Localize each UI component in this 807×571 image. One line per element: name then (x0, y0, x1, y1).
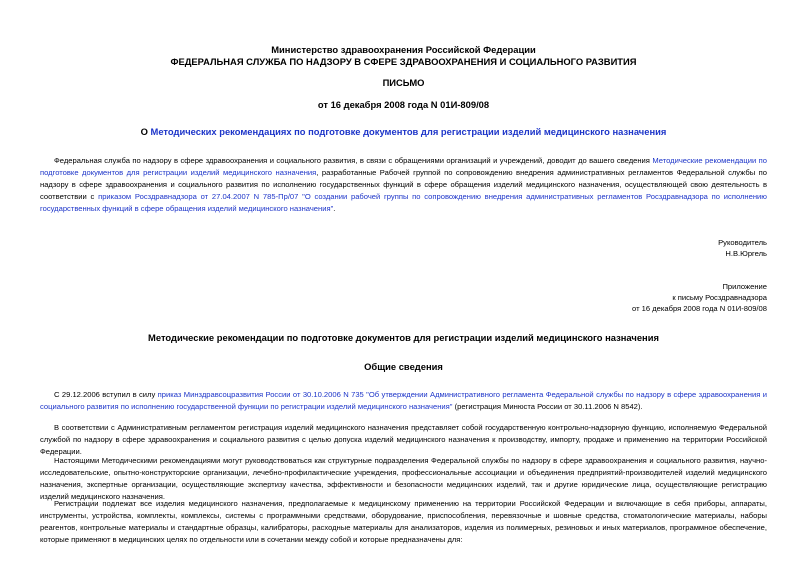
recommendations-paragraph-3: Настоящими Методическими рекомендациями могут руководствоваться как структурные подразделения Федеральной службы по надзору в сфере здравоохранения и социального развития, научно-исследовательские, опытно-конструкторские организации, лечебно-профилактические учреждения, профессиональные ассоциации и объединения предприятий-производителей изделий медицинского назначения, экспертные организации, осуществляющие экспертизу качества, эффективности и безопасности медицинских изделий, так и другие юридические лица, осуществляющие регистрацию изделий медицинского назначения. (40, 456, 767, 501)
section-heading: Общие сведения (364, 361, 443, 372)
service-name: ФЕДЕРАЛЬНАЯ СЛУЖБА ПО НАДЗОРУ В СФЕРЕ ЗДРАВООХРАНЕНИЯ И СОЦИАЛЬНОГО РАЗВИТИЯ (170, 56, 637, 67)
appendix-block (632, 281, 767, 314)
document-date-number: от 16 декабря 2008 года N 01И-809/08 (317, 99, 490, 110)
letter-text: . (333, 204, 336, 213)
recommendations-paragraph-2: В соответствии с Административным регламентом регистрация изделий медицинского назначения представляет собой государственную контрольно-надзорную функцию, исполняемую Федеральной службой по надзору в сфере здравоохранения и социального развития с целью допуска изделий медицинского назначения к производству, импорту, продаже и применению на территории Российской Федерации. (40, 423, 767, 456)
order-735-link[interactable]: приказ Минздравсоцразвития России от 30.10.2006 N 735 "Об утверждении Административного регламента Федеральной службы по надзору в сфере здравоохранения и социального развития по исполнению государственной функции по регистрации изделий медицинского назначения" (40, 390, 767, 411)
letter-text: Федеральная служба по надзору в сфере здравоохранения и социального развития, в связи с обращениями организаций и учреждений, доводит до вашего сведения (54, 156, 653, 165)
document-subject (0, 126, 807, 138)
appendix-reference: к письму Росздравнадзора (672, 293, 767, 302)
subject-link[interactable]: Методических рекомендациях по подготовке документов для регистрации изделий медицинского назначения (150, 126, 667, 137)
letter-text: , разработанные Рабочей группой по сопровождению внедрения административных регламентов Федеральной службы по надзору в сфере здравоохранения и социального развития по исполнению государственных функций в сфере обращения изделий медицинского назначения, осуществляющей свою деятельность в соответствии с (40, 168, 767, 201)
document-type: ПИСЬМО (382, 77, 425, 88)
appendix-date: от 16 декабря 2008 года N 01И-809/08 (632, 304, 767, 313)
ministry-name: Министерство здравоохранения Российской Федерации (271, 44, 536, 55)
signature-block (718, 237, 767, 259)
recommendations-paragraph-1 (40, 389, 767, 413)
recommendations-link[interactable]: Методические рекомендации по подготовке документов для регистрации изделий медицинского назначения (40, 156, 767, 177)
order-785-link[interactable]: приказом Росздравнадзора от 27.04.2007 N 785-Пр/07 "О создании рабочей группы по сопровождению внедрения административных регламентов Росздравнадзора по исполнению государственных функций в сфере обращения изделий медицинского назначения" (40, 192, 767, 213)
signature-title: Руководитель (718, 238, 767, 247)
paragraph-text: С 29.12.2006 вступил в силу (54, 390, 158, 399)
subject-prefix: О (140, 126, 151, 137)
letter-paragraph (40, 155, 767, 215)
paragraph-text: (регистрация Минюста России от 30.11.2006 N 8542). (452, 402, 643, 411)
recommendations-paragraph-4: Регистрации подлежат все изделия медицинского назначения, предполагаемые к медицинскому применению на территории Российской Федерации и включающие в себя приборы, аппараты, инструменты, устройства, комплекты, комплексы, системы с программными средствами, оборудование, приспособления, перевязочные и шовные средства, стоматологические материалы, наборы реагентов, контрольные материалы и стандартные образцы, калибраторы, расходные материалы для анализаторов, изделия из полимерных, резиновых и иных материалов, программное обеспечение, которые применяют в медицинских целях по отдельности или в сочетании между собой и которые предназначены для: (40, 499, 767, 544)
signature-name: Н.В.Юргель (725, 249, 767, 258)
appendix-label: Приложение (722, 282, 767, 291)
recommendations-title: Методические рекомендации по подготовке документов для регистрации изделий медицинского назначения (148, 332, 659, 343)
